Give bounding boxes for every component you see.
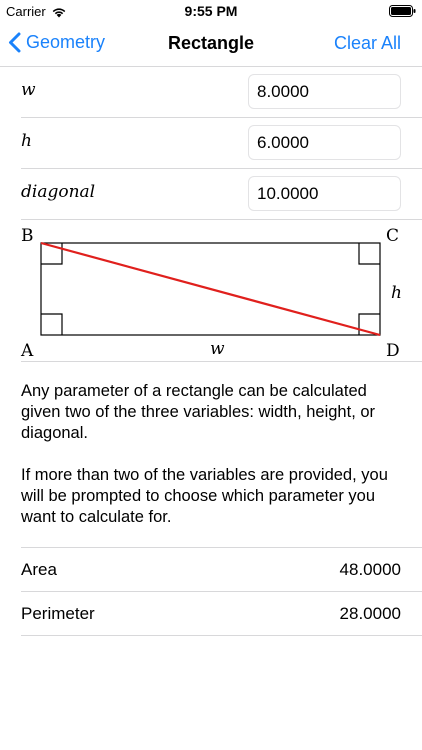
diagonal-line [41, 243, 380, 335]
width-dimension-label: w [210, 339, 225, 359]
height-label: h [21, 131, 32, 151]
diagonal-field[interactable]: 10.0000 [248, 176, 401, 211]
perimeter-row [0, 591, 422, 635]
right-angle-mark-a [41, 314, 62, 335]
row-separator [21, 635, 422, 636]
status-bar [0, 0, 422, 22]
rectangle-diagram [0, 220, 422, 362]
description-paragraph: Any parameter of a rectangle can be calculated given two of the three variables: width, height, or diagonal. [21, 382, 376, 442]
vertex-label-d: D [386, 341, 400, 361]
battery-icon [389, 5, 416, 17]
row-separator [21, 547, 422, 548]
page-title: Rectangle [167, 33, 255, 53]
results-bottom [0, 635, 422, 636]
area-row [0, 547, 422, 591]
diagonal-label: diagonal [21, 182, 96, 202]
vertex-label-b: B [21, 226, 34, 246]
carrier-label: Carrier [6, 4, 46, 19]
area-label: Area [21, 560, 57, 579]
diagram-separator [21, 361, 422, 362]
width-row [0, 67, 422, 118]
perimeter-value: 28.0000 [339, 604, 401, 623]
width-field[interactable]: 8.0000 [248, 74, 401, 109]
clock: 9:55 PM [184, 3, 238, 19]
back-button-label: Geometry [26, 32, 106, 52]
description-paragraph: If more than two of the variables are provided, you will be prompted to choose which parameter you want to calculate for. [21, 466, 388, 526]
vertex-label-a: A [21, 341, 34, 361]
right-angle-mark-c [359, 243, 380, 264]
perimeter-label: Perimeter [21, 604, 95, 623]
clear-all-button[interactable]: Clear All [333, 33, 401, 53]
height-row [0, 118, 422, 169]
diagonal-row [0, 169, 422, 220]
width-label: w [21, 80, 36, 100]
vertex-label-c: C [386, 226, 400, 246]
description [21, 381, 406, 549]
height-field[interactable]: 6.0000 [248, 125, 401, 160]
area-value: 48.0000 [339, 560, 401, 579]
height-dimension-label: h [391, 283, 402, 303]
row-separator [21, 591, 422, 592]
navigation-bar [0, 22, 422, 67]
